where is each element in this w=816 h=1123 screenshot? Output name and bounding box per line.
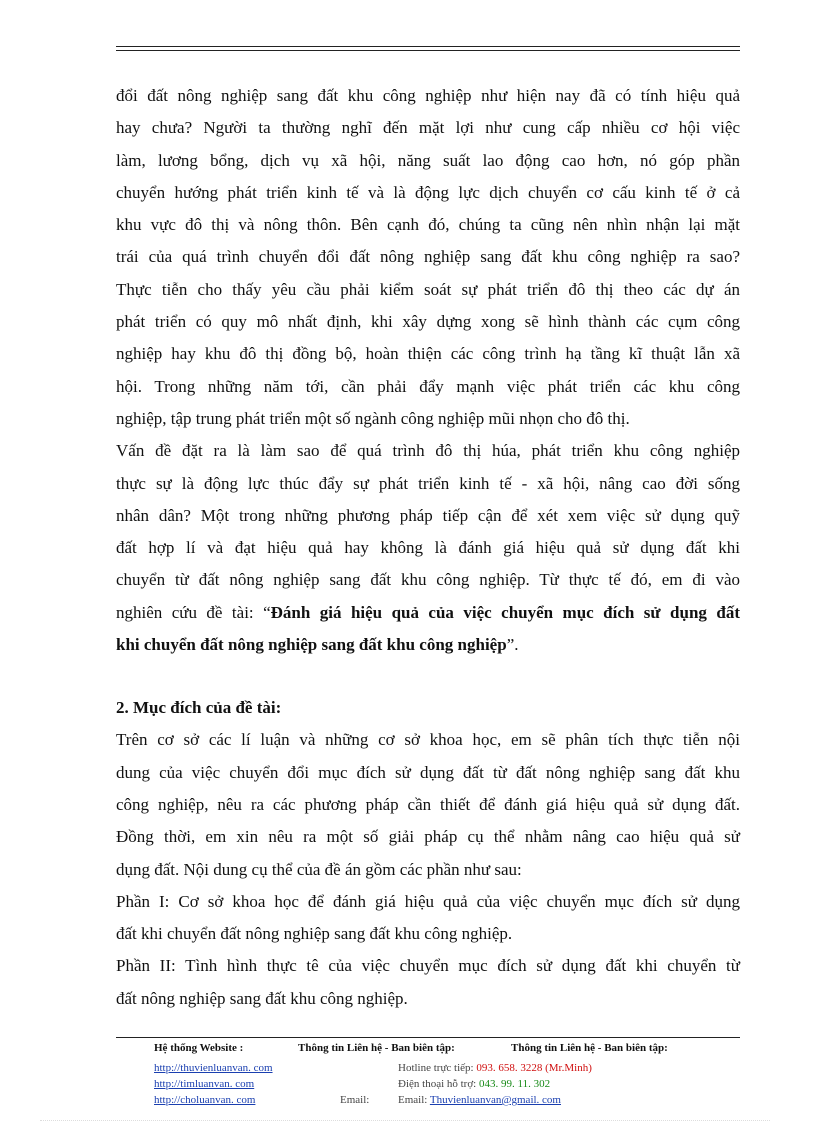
text-line: chuyển hướng phát triển kinh tế và là động lực dịch chuyển cơ cấu kinh tế ở cả [116, 182, 740, 202]
topic-end: ”. [506, 635, 519, 655]
text-line: đất khi chuyển đất nông nghiệp sang đất khu công nghiệp. [116, 924, 513, 944]
text-line: Thực tiễn cho thấy yêu cầu phải kiểm soát sự phát triển đô thị theo các dự án [116, 279, 740, 299]
text-line: chuyển từ đất nông nghiệp sang đất khu công nghiệp. Từ thực tế đó, em đi vào [116, 570, 740, 590]
footer-email-label-left: Email: [340, 1094, 370, 1106]
paragraph-3 [116, 435, 740, 661]
text-line: Trên cơ sở các lí luận và những cơ sở khoa học, em sẽ phân tích thực tiễn nội [116, 730, 740, 750]
text-line: dung của việc chuyển đổi mục đích sử dụng đất từ đất nông nghiệp sang đất khu [116, 762, 740, 782]
footer-contact-title-2: Thông tin Liên hệ - Ban biên tập: [511, 1042, 668, 1054]
header-rule-bottom [116, 50, 740, 51]
footer-link-timluanvan[interactable]: http://timluanvan. com [154, 1078, 255, 1090]
email-address-link[interactable]: Thuvienluanvan@gmail. com [429, 1094, 561, 1106]
section-2-heading: 2. Mục đích của đề tài: [116, 698, 282, 718]
text-line: nghiệp, tập trung phát triển một số ngành công nghiệp mũi nhọn cho đô thị. [116, 408, 630, 428]
text-line: công nghiệp, nêu ra các phương pháp cần thiết để đánh giá hiệu quả sử dụng đất. [116, 794, 740, 814]
text-line: hay chưa? Người ta thường nghĩ đến mặt lợi như cung cấp nhiều cơ hội việc [116, 118, 740, 138]
page-bottom-dotted-border [40, 1120, 770, 1121]
text-line: nhân dân? Một trong những phương pháp tiếp cận để xét xem việc sử dụng quỹ [116, 505, 740, 525]
topic-line [116, 629, 740, 661]
text-line: Vấn đề đặt ra là làm sao để quá trình đô thị húa, phát triển khu công nghiệp [116, 441, 740, 461]
text-line: Phần I: Cơ sở khoa học để đánh giá hiệu quả của việc chuyển mục đích sử dụng [116, 891, 740, 911]
text-line: thực sự là động lực thúc đẩy sự phát triển kinh tế - xã hội, nâng cao đời sống [116, 473, 740, 493]
footer-email [398, 1092, 561, 1108]
footer-rule [116, 1037, 740, 1038]
text-line: nghiệp hay khu đô thị đồng bộ, hoàn thiện các công trình hạ tầng kĩ thuật lẫn xã [116, 344, 740, 364]
phone-number: 043. 99. 11. 302 [478, 1078, 551, 1090]
footer-phone [398, 1076, 550, 1092]
header-rule-top [116, 46, 740, 47]
text-line: đổi đất nông nghiệp sang đất khu công nghiệp như hiện nay đã có tính hiệu quả [116, 86, 740, 105]
text-line: Phần II: Tình hình thực tê của việc chuyển mục đích sử dụng đất khi chuyển từ [116, 956, 740, 976]
topic-title-part2: khi chuyển đất nông nghiệp sang đất khu công nghiệp [116, 635, 507, 655]
text-line: phát triển có quy mô nhất định, khi xây dựng xong sẽ hình thành các cụm công [116, 312, 740, 332]
footer-contact-title: Thông tin Liên hệ - Ban biên tập: [298, 1042, 455, 1054]
text-line: đất hợp lí và đạt hiệu quả hay không là đánh giá hiệu quả sử dụng đất khi [116, 538, 740, 558]
paragraph-2 [116, 274, 740, 435]
text-line: dụng đất. Nội dung cụ thể của đề án gồm các phần như sau: [116, 859, 522, 879]
email-label: Email: [398, 1094, 430, 1106]
section-2-body [116, 724, 740, 1015]
text-line: khu vực đô thị và nông thôn. Bên cạnh đó, chúng ta cũng nên nhìn nhận lại mặt [116, 215, 740, 235]
paragraph-1 [116, 80, 740, 274]
text-line: hội. Trong những năm tới, cần phải đẩy mạnh việc phát triển các khu công [116, 376, 740, 396]
hotline-number: 093. 658. 3228 (Mr.Minh) [476, 1062, 592, 1074]
footer-websites-title: Hệ thống Website : [154, 1042, 244, 1054]
topic-title-part1: Đánh giá hiệu quả của việc chuyển mục đích sử dụng đất [270, 602, 740, 622]
footer-link-choluanvan[interactable]: http://choluanvan. com [154, 1094, 256, 1106]
phone-label: Điện thoại hỗ trợ: [398, 1078, 479, 1090]
text-line: đất nông nghiệp sang đất khu công nghiệp. [116, 988, 408, 1008]
page-footer [154, 1040, 714, 1108]
topic-intro: nghiên cứu đề tài: “ [116, 602, 271, 622]
topic-line [116, 597, 740, 629]
text-line: trái của quá trình chuyển đổi đất nông nghiệp sang đất khu công nghiệp ra sao? [116, 247, 740, 267]
text-line: Đồng thời, em xin nêu ra một số giải pháp cụ thể nhằm nâng cao hiệu quả sử [116, 827, 740, 847]
document-body [116, 80, 740, 1015]
text-line: làm, lương bổng, dịch vụ xã hội, năng suất lao động cao hơn, nó góp phần [116, 150, 740, 170]
footer-link-thuvienluanvan[interactable]: http://thuvienluanvan. com [154, 1062, 273, 1074]
hotline-label: Hotline trực tiếp: [398, 1062, 477, 1074]
footer-hotline [398, 1060, 592, 1076]
